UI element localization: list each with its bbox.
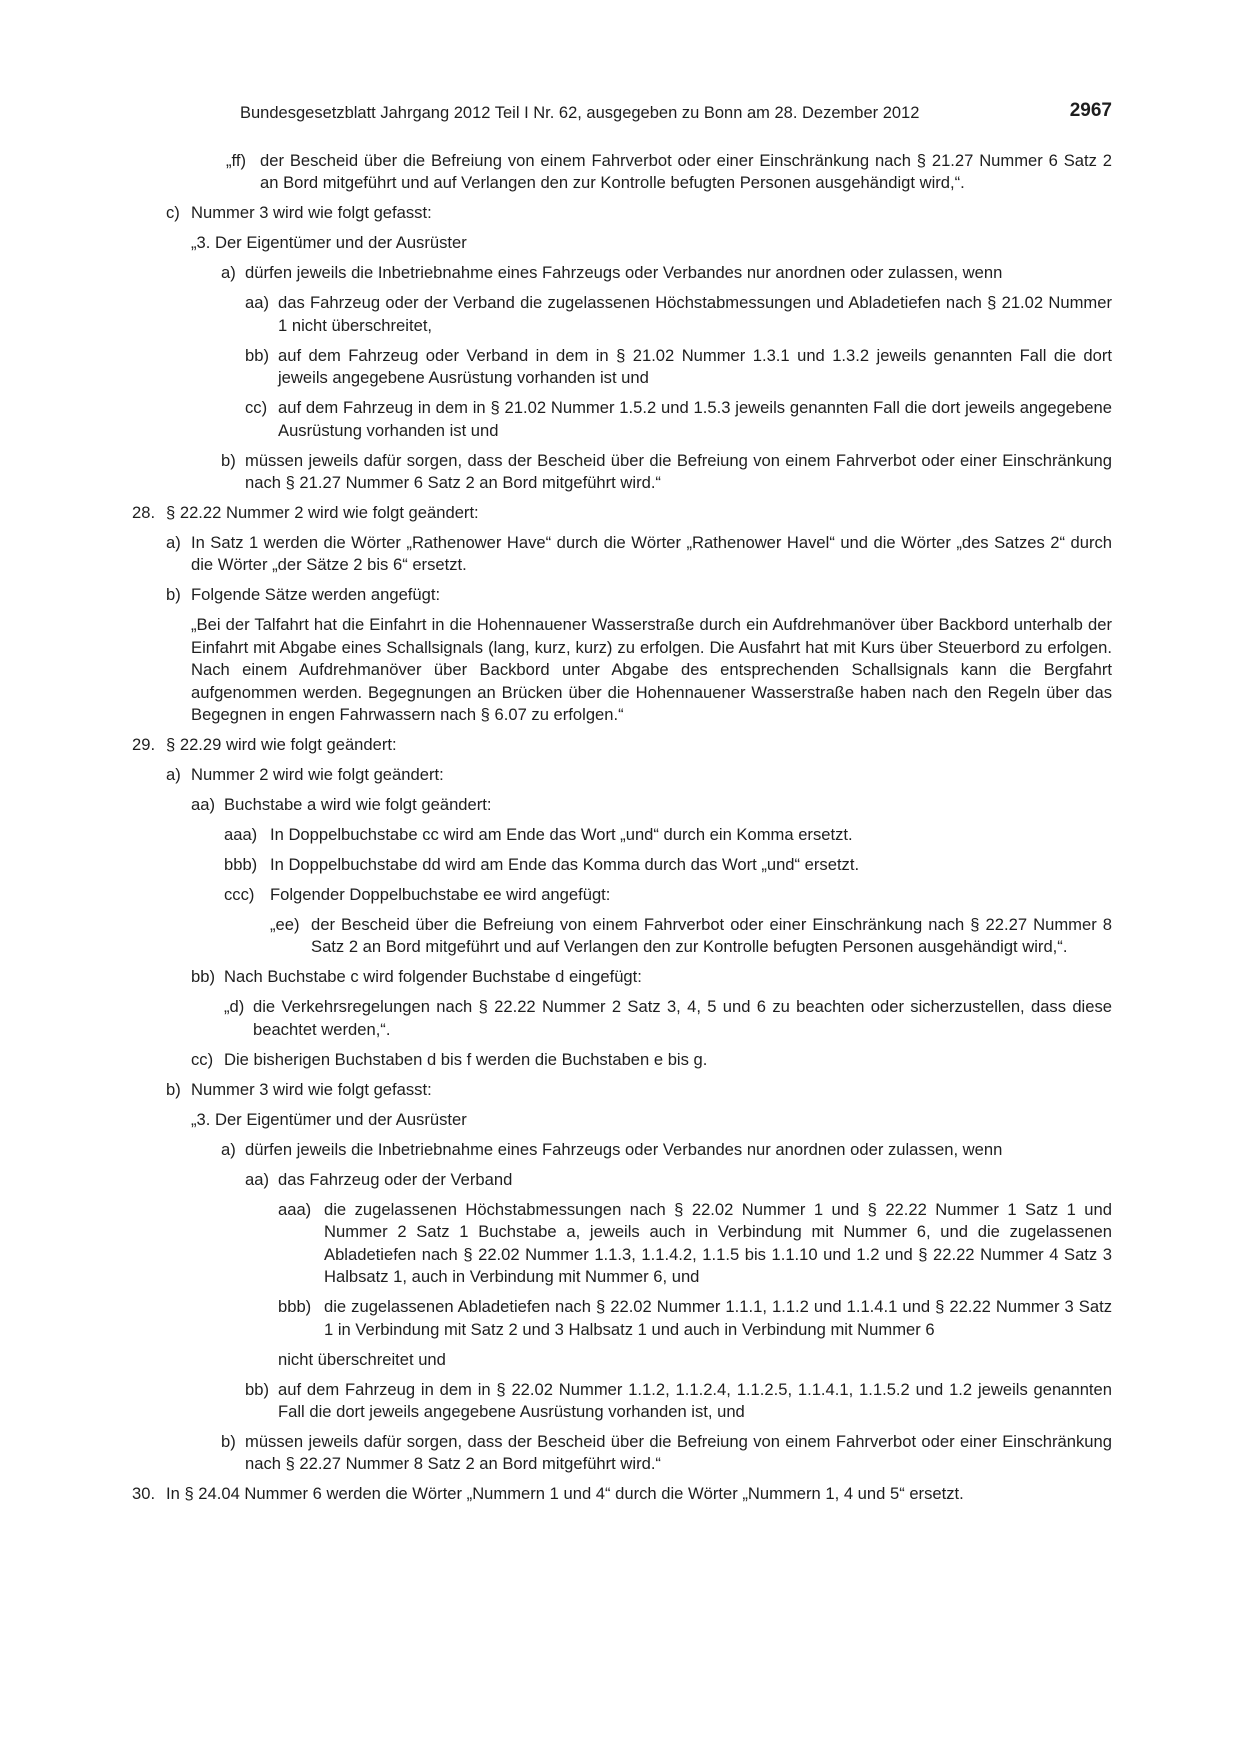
paragraph-text: In Doppelbuchstabe cc wird am Ende das Wort „und“ durch ein Komma ersetzt. — [270, 825, 853, 845]
list-marker: aa) — [245, 1169, 269, 1189]
paragraph-text: dürfen jeweils die Inbetriebnahme eines Fahrzeugs oder Verbandes nur anordnen oder zulassen, wenn — [245, 1139, 1003, 1159]
paragraph — [221, 262, 1112, 284]
paragraph — [191, 794, 1112, 816]
paragraph-text: die zugelassenen Abladetiefen nach § 22.02 Nummer 1.1.1, 1.1.2 und 1.1.4.1 und § 22.22 Nummer 3 Satz 1 in Verbindung mit Satz 2 und 3 Halbsatz 1 und auch in Verbindung mit Nummer 6 — [324, 1297, 1112, 1339]
paragraph-text: Nummer 3 wird wie folgt gefasst: — [191, 1079, 432, 1099]
paragraph — [132, 1483, 1112, 1505]
paragraph — [191, 232, 1112, 254]
paragraph — [191, 1049, 1112, 1071]
paragraph-text: das Fahrzeug oder der Verband die zugelassenen Höchstabmessungen und Abladetiefen nach § 21.02 Nummer 1 nicht überschreitet, — [278, 293, 1112, 335]
paragraph — [224, 996, 1112, 1041]
paragraph-text: auf dem Fahrzeug in dem in § 22.02 Nummer 1.1.2, 1.1.2.4, 1.1.2.5, 1.1.4.1, 1.1.5.2 und 1.2 jeweils genannten Fall die dort jeweils angegebene Ausrüstung vorhanden ist, und — [278, 1379, 1112, 1421]
paragraph-text: § 22.22 Nummer 2 wird wie folgt geändert: — [166, 503, 479, 523]
paragraph-text: das Fahrzeug oder der Verband — [278, 1169, 513, 1189]
paragraph-text: Nach Buchstabe c wird folgender Buchstabe d eingefügt: — [224, 967, 642, 987]
list-marker: bb) — [245, 345, 269, 365]
paragraph — [278, 1349, 1112, 1371]
paragraph — [132, 734, 1112, 756]
list-marker: c) — [166, 203, 180, 223]
paragraph-text: Die bisherigen Buchstaben d bis f werden die Buchstaben e bis g. — [224, 1049, 708, 1069]
paragraph-text: Folgende Sätze werden angefügt: — [191, 585, 441, 605]
paragraph — [224, 824, 1112, 846]
paragraph — [166, 1079, 1112, 1101]
paragraph — [166, 764, 1112, 786]
list-marker: „d) — [224, 997, 245, 1017]
paragraph — [191, 1109, 1112, 1131]
paragraph — [270, 914, 1112, 959]
list-marker: „ff) — [226, 151, 246, 170]
list-marker: 30. — [132, 1484, 156, 1504]
list-marker: b) — [221, 450, 236, 470]
list-marker: a) — [166, 533, 181, 553]
paragraph — [221, 1139, 1112, 1161]
paragraph-text: Nummer 3 wird wie folgt gefasst: — [191, 203, 432, 223]
paragraph-text: Folgender Doppelbuchstabe ee wird angefügt: — [270, 885, 611, 905]
paragraph-text: müssen jeweils dafür sorgen, dass der Bescheid über die Befreiung von einem Fahrverbot oder einer Einschränkung nach § 21.27 Nummer 6 Satz 2 an Bord mitgeführt wird.“ — [245, 450, 1112, 493]
header-title: Bundesgesetzblatt Jahrgang 2012 Teil I Nr. 62, ausgegeben zu Bonn am 28. Dezember 2012 — [240, 104, 920, 122]
paragraph-text: In § 24.04 Nummer 6 werden die Wörter „Nummern 1 und 4“ durch die Wörter „Nummern 1, 4 und 5“ ersetzt. — [166, 1484, 964, 1504]
paragraph-text: der Bescheid über die Befreiung von einem Fahrverbot oder einer Einschränkung nach § 22.27 Nummer 8 Satz 2 an Bord mitgeführt und auf Verlangen den zur Kontrolle befugten Personen ausgehändigt wird,“. — [311, 915, 1112, 957]
list-marker: b) — [166, 1079, 181, 1099]
list-marker: b) — [221, 1431, 236, 1451]
page-header — [240, 100, 1112, 130]
paragraph — [191, 966, 1112, 988]
paragraph — [224, 884, 1112, 906]
list-marker: a) — [166, 765, 181, 785]
paragraph — [245, 345, 1112, 390]
list-marker: aa) — [245, 293, 269, 313]
paragraph-text: „3. Der Eigentümer und der Ausrüster — [191, 1109, 467, 1129]
paragraph-text: dürfen jeweils die Inbetriebnahme eines Fahrzeugs oder Verbandes nur anordnen oder zulassen, wenn — [245, 263, 1003, 283]
paragraph — [226, 150, 1112, 195]
paragraph — [245, 292, 1112, 337]
paragraph-text: die zugelassenen Höchstabmessungen nach § 22.02 Nummer 1 und § 22.22 Nummer 1 Satz 1 und Nummer 2 Satz 1 Buchstabe a, jeweils auch in Verbindung mit Nummer 6, und die zugelassenen Abladetiefen nach § 22.02 Nummer 1.1.3, 1.1.4.2, 1.1.5 bis 1.1.10 und 1.2 und § 22.22 Nummer 4 Satz 3 Halbsatz 1, auch in Verbindung mit Nummer 6, und — [324, 1199, 1112, 1287]
paragraph — [245, 1379, 1112, 1424]
paragraph — [132, 502, 1112, 524]
paragraph — [166, 532, 1112, 577]
paragraph — [245, 397, 1112, 442]
paragraph — [278, 1296, 1112, 1341]
list-marker: b) — [166, 585, 181, 605]
list-marker: cc) — [245, 398, 268, 418]
paragraph — [245, 1169, 1112, 1191]
paragraph-text: § 22.29 wird wie folgt geändert: — [166, 735, 397, 755]
paragraph — [191, 614, 1112, 726]
list-marker: cc) — [191, 1049, 214, 1069]
paragraph-text: In Satz 1 werden die Wörter „Rathenower Have“ durch die Wörter „Rathenower Havel“ und die Wörter „des Satzes 2“ durch die Wörter „der Sätze 2 bis 6“ ersetzt. — [191, 533, 1112, 575]
paragraph — [221, 1431, 1112, 1476]
paragraph-text: der Bescheid über die Befreiung von einem Fahrverbot oder einer Einschränkung nach § 21.27 Nummer 6 Satz 2 an Bord mitgeführt und auf Verlangen den zur Kontrolle befugten Personen ausgehändigt wird,“. — [260, 151, 1112, 193]
list-marker: aaa) — [224, 825, 258, 845]
paragraph-text: Nummer 2 wird wie folgt geändert: — [191, 765, 444, 785]
paragraph-text: auf dem Fahrzeug in dem in § 21.02 Nummer 1.5.2 und 1.5.3 jeweils genannten Fall die dort jeweils angegebene Ausrüstung vorhanden ist und — [278, 398, 1112, 440]
paragraph-text: müssen jeweils dafür sorgen, dass der Bescheid über die Befreiung von einem Fahrverbot oder einer Einschränkung nach § 22.27 Nummer 8 Satz 2 an Bord mitgeführt wird.“ — [245, 1431, 1112, 1474]
list-marker: bbb) — [278, 1297, 312, 1317]
list-marker: 29. — [132, 735, 156, 755]
list-marker: bb) — [191, 967, 215, 987]
list-marker: a) — [221, 1139, 236, 1159]
list-marker: bbb) — [224, 855, 258, 875]
list-marker: 28. — [132, 503, 156, 523]
paragraph-text: auf dem Fahrzeug oder Verband in dem in § 21.02 Nummer 1.3.1 und 1.3.2 jeweils genannten Fall die dort jeweils angegebene Ausrüstung vorhanden ist und — [278, 345, 1112, 388]
paragraph-text: In Doppelbuchstabe dd wird am Ende das Komma durch das Wort „und“ ersetzt. — [270, 855, 860, 875]
document-body — [0, 150, 1241, 1513]
paragraph — [224, 854, 1112, 876]
list-marker: a) — [221, 263, 236, 283]
paragraph-text: nicht überschreitet und — [278, 1349, 446, 1369]
paragraph-text: die Verkehrsregelungen nach § 22.22 Nummer 2 Satz 3, 4, 5 und 6 zu beachten oder sicherzustellen, dass diese beachtet werden,“. — [253, 997, 1112, 1039]
list-marker: „ee) — [270, 915, 300, 935]
paragraph-text: „3. Der Eigentümer und der Ausrüster — [191, 233, 467, 253]
paragraph — [166, 202, 1112, 224]
paragraph-text: „Bei der Talfahrt hat die Einfahrt in die Hohennauener Wasserstraße durch ein Aufdrehmanöver über Backbord unterhalb der Einfahrt mit Abgabe eines Schallsignals (lang, kurz, kurz) zu erfolgen. Die Ausfahrt hat mit Kurs über Steuerbord zu erfolgen. Nach einem Aufdrehmanöver über Backbord unter Abgabe des entsprechenden Schallsignals kann die Bergfahrt aufgenommen werden. Begegnungen an Brücken über die Hohennauener Wasserstraße haben nach den Regeln über das Begegnen in engen Fahrwassern nach § 6.07 zu erfolgen.“ — [191, 615, 1112, 725]
paragraph — [221, 450, 1112, 495]
list-marker: ccc) — [224, 885, 255, 905]
paragraph — [166, 584, 1112, 606]
list-marker: bb) — [245, 1379, 269, 1399]
list-marker: aaa) — [278, 1199, 312, 1219]
paragraph — [278, 1199, 1112, 1289]
paragraph-text: Buchstabe a wird wie folgt geändert: — [224, 795, 492, 815]
page-number: 2967 — [1069, 100, 1112, 121]
list-marker: aa) — [191, 795, 215, 815]
